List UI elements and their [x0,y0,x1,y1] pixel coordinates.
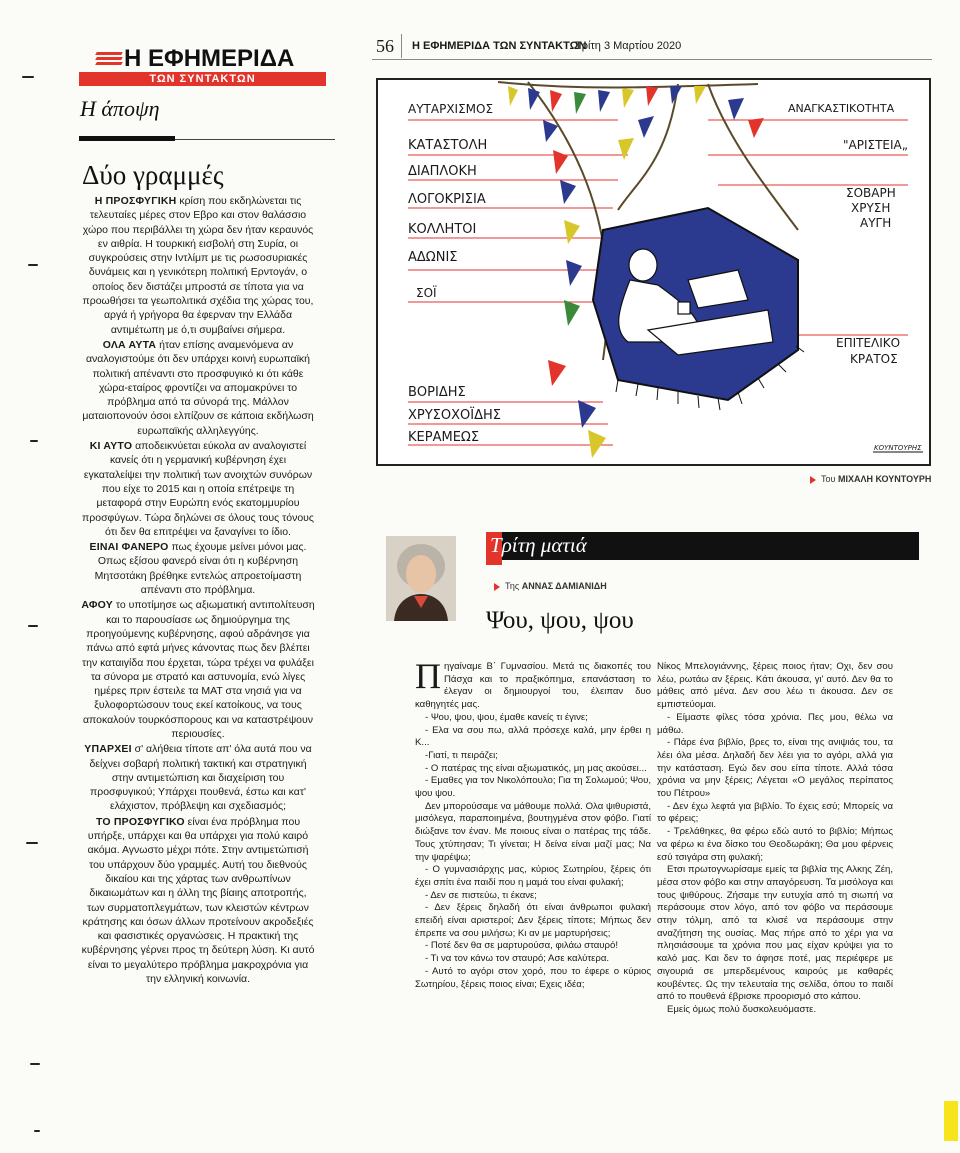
cartoon-label: ΔΙΑΠΛΟΚΗ [408,164,477,179]
cartoon-label: ΚΕΡΑΜΕΩΣ [408,430,480,445]
column-paragraph: Πηγαίναμε Β΄ Γυμνασίου. Μετά τις διακοπές του Πάσχα και το πραξικόπημα, επανάσταση το έλεγαν οι δημιουργοί του, έλειπαν δυο καθηγητές μας. [415,656,651,711]
cartoon-label: ΚΑΤΑΣΤΟΛΗ [408,138,488,153]
cartoon-label: ΑΥΓΗ [860,216,892,230]
column-paragraph: - Πάρε ένα βιβλίο, βρες το, είναι της ανιψιάς του, τα λέει όλα μέσα. Δηλαδή δεν λέει για το αγόρι, αλλά για την κατάσταση. Εγώ δεν σου είπα τίποτε. Αλλά τόσα χρόνια να μην ξέρεις; Λέγεται «Ο μεγάλος περίπατος του Πέτρου» [657,737,893,800]
column-paragraph: - Είμαστε φίλες τόσα χρόνια. Πες μου, θέλω να μάθω. [657,711,893,736]
editorial-paragraph: ΥΠΑΡΧΕΙ σ' αλήθεια τίποτε απ' όλα αυτά που να δείχνει σοβαρή πολιτική τακτική και στρατηγική στην αντιμετώπιση και διαχείριση του προσφυγικού; Υπάρχει πουθενά, έστω και κατ' ελάχιστον, πρόβλεψη και σχεδιασμός; [84,743,312,813]
column-paragraph: -Γιατί, τι πειράζει; [425,749,498,761]
political-cartoon [376,78,931,466]
column-paragraph: - Ο πατέρας της είναι αξιωματικός, μη μας ακούσει... [425,762,647,774]
cartoon-credit: Του ΜΙΧΑΛΗ ΚΟΥΝΤΟΥΡΗ [821,474,932,484]
column-paragraph: - Τι να τον κάνω τον σταυρό; Ασε καλύτερα. [425,953,610,965]
column-paragraph: - Τρελάθηκες, θα φέρω εδώ αυτό το βιβλίο; Μήπως να φέρω κι ένα δίσκο του Θεοδωράκη; Θα μου φέρνεις εσύ τσιγάρα στη φυλακή; [657,826,893,863]
column-paragraph: Εμείς όμως πολύ δυσκολευόμαστε. [667,1003,817,1015]
scan-mark [30,1063,40,1065]
header-rule [372,59,932,60]
column-paragraph: - Αυτό το αγόρι στον χορό, που το έφερε ο κύριος Σωτηρίου, ξέρεις ποιος είναι; Εχεις ιδέα; [415,965,651,990]
column-paragraph: - Ψου, ψου, ψου, έμαθε κανείς τι έγινε; [425,711,588,723]
author-portrait-icon [386,536,456,621]
logo-stripes-icon [96,52,122,68]
cartoon-label: ΧΡΥΣΟΧΟΪΔΗΣ [408,408,501,423]
column-paragraph: - Δεν έχω λεφτά για βιβλίο. Το έχεις εσύ; Μπορείς να το φέρεις; [657,800,893,825]
column-paragraph: Νίκος Μπελογιάννης, ξέρεις ποιος ήταν; Οχι, δεν σου λέω, ρωτάω αν ξέρεις. Κάτι άκουσα, γι' αυτό. Δεν θα το μάθεις από μένα. Δεν σου λέω τι άκουσα. Δεν σε εμπιστεύομαι. [657,661,893,711]
column-text-left [415,656,651,991]
cartoon-label: ΚΟΛΛΗΤΟΙ [408,222,477,237]
author-arrow-icon [494,583,500,591]
credit-arrow-icon [810,476,816,484]
cartoon-label: ΣΟΒΑΡΗ [846,186,896,200]
cartoon-label: ΑΔΩΝΙΣ [408,250,458,265]
scan-mark [34,1130,40,1132]
column-text-right [657,661,893,1017]
editorial-paragraph: ΟΛΑ ΑΥΤΑ ήταν επίσης αναμενόμενα αν αναλογιστούμε ότι δεν υπάρχει κοινή ευρωπαϊκή πολιτική απέναντι στο προσφυγικό κι ότι κάθε χώρα-εταίρος φροντίζει να απομακρύνει το πρόβλημα από τα σύνορά της. Μάλλον ματαιοπονούν όσοι ελπίζουν σε κάποια εκδήλωση ευρωπαϊκής αλληλεγγύης. [82,338,314,437]
cartoon-label: ΛΟΓΟΚΡΙΣΙΑ [408,192,486,207]
scan-mark [30,440,38,442]
cartoon-label: ΑΥΤΑΡΧΙΣΜΟΣ [408,102,494,116]
cartoon-label: ΕΠΙΤΕΛΙΚΟ [836,336,901,350]
editorial-paragraph: Η ΠΡΟΣΦΥΓΙΚΗ κρίση που εκδηλώνεται τις τελευταίες μέρες στον Εβρο και στον θαλάσσιο χώρο που περιβάλλει τη χώρα δεν ήταν κεραυνός εν αιθρία. Η τουρκική εισβολή στη Συρία, οι συγκρούσεις στην Ιντλίμπ με τις ρωσοσυριακές δυνάμεις και η γενικότερη πολιτική Ερντογάν, ο οποίος δεν διστάζει μπροστά σε τίποτα για να προωθήσει τα γεωπολιτικά σχέδια της χώρας του, αργά ή γρήγορα θα έφερναν την Ελλάδα αντιμέτωπη με ό,τι συμβαίνει σήμερα. [82,195,314,336]
page-tab-marker [944,1101,958,1141]
scan-mark [22,76,34,78]
cartoon-label: "ΑΡΙΣΤΕΙΑ„ [843,138,908,152]
column-paragraph: Ετσι πρωτογνωρίσαμε εμείς τα βιβλία της Αλκης Ζέη, μέσα στον φόβο και στην απαγόρευση. Τα μισόλογα και τους ψιθύρους. Ζήσαμε την ευτυχία από τη σιωπή να περάσουμε στον λόγο, από τον φόβο να περάσουμε στην τόλμη, από τα κλισέ να περάσουμε στην αναζήτηση της ουσίας. Μας πήρε από το χέρι για να πλησιάσουμε τα χρόνια που μας είχαν κρύψει για το καλό μας. Και δεν το άφησε ποτέ, μας περιέφερε με σιγουριά σε μπερδεμένους καιρούς με καθαρές κουβέντες. Ως την τελευταία της σελίδα, όπου το παιδί από το πουθενά έβρισκε προορισμό στο κάπου. [657,864,893,1003]
editorial-paragraph: ΚΙ ΑΥΤΟ αποδεικνύεται εύκολα αν αναλογιστεί κανείς ότι η γερμανική κυβέρνηση έχει εγκαταλείψει την πολιτική των ανοιχτών συνόρων που είχε το 2015 και η οποία επέτρεψε τη μεταφορά στην Ευρώπη ενός εκατομμυρίου προσφύγων. Τώρα δηλώνει σε όλους τους τόνους ότι δεν θα επιτρέψει να ξαναγίνει το ίδιο. [82,440,314,538]
page-number: 56 [376,36,394,56]
column-paragraph: - Ποτέ δεν θα σε μαρτυρούσα, φιλάω σταυρό! [425,940,619,952]
column-paragraph: - Δεν σε πιστεύω, τι έκανε; [425,889,537,901]
editorial-body [80,194,316,987]
scan-mark [26,842,38,844]
editorial-headline: Δύο γραμμές [82,160,224,190]
column-paragraph: - Εμαθες για τον Νικολόπουλο; Για τη Σολωμού; Ψου, ψου ψου. [415,775,651,800]
drop-cap: Π [415,656,441,696]
scan-mark [28,264,38,266]
column-author: Της ΑΝΝΑΣ ΔΑΜΙΑΝΙΔΗ [505,581,607,591]
column-title: Ψου, ψου, ψου [486,607,634,634]
editorial-paragraph: ΤΟ ΠΡΟΣΦΥΓΙΚΟ είναι ένα πρόβλημα που υπήρξε, υπάρχει και θα υπάρχει για πολύ καιρό ακόμα. Αγνωστο μέχρι πότε. Στην αντιμετώπισή του υπάρχουν δύο γραμμές. Αυτή του διεθνούς δικαίου και της χάρτας των ανθρωπίνων δικαιωμάτων και η άλλη της βίαιης αποτροπής, των συρματοπλεγμάτων, των κλειστών κέντρων κράτησης και όσων άλλων προτείνουν ακροδεξιές και φασιστικές οργανώσεις. Η πρακτική της κυβέρνησης γέρνει προς τη δεύτερη λύση. Κι αυτό είναι το μεγαλύτερο πρόβλημα μακροχρόνια για την ελληνική κοινωνία. [81,815,315,986]
section-title: Η άποψη [80,96,160,121]
scan-mark [28,625,38,627]
column-kicker: Τρίτη ματιά [490,533,587,557]
section-divider-accent [79,136,175,141]
author-photo [386,536,456,621]
issue-date: Τρίτη 3 Μαρτίου 2020 [575,40,682,52]
cartoon-label: ΚΡΑΤΟΣ [850,352,898,366]
column-paragraph: - Ο γυμνασιάρχης μας, κύριος Σωτηρίου, ξέρεις ότι έχει σπίτι ένα παιδί που η μαμά του είναι φυλακή; [415,864,651,888]
logo-sub: ΤΩΝ ΣΥΝΤΑΚΤΩΝ [79,72,326,86]
editorial-paragraph: ΕΙΝΑΙ ΦΑΝΕΡΟ πως έχουμε μείνει μόνοι μας. Οπως εξίσου φανερό είναι ότι η κυβέρνηση Μητσοτάκη βρέθηκε εντελώς απροετοίμαστη απέναντι στο πρόβλημα. [89,541,307,597]
column-paragraph: - Ελα να σου πω, αλλά πρόσεχε καλά, μην έρθει η Κ... [415,724,651,749]
cartoon-label: ΣΟΪ [416,286,437,300]
header-divider [401,34,402,58]
logo-main: Η ΕΦΗΜΕΡΙΔΑ [124,45,295,72]
editorial-paragraph: ΑΦΟΥ το υποτίμησε ως αξιωματική αντιπολίτευση και το παρουσίασε ως δημιούργημα της προηγούμενης κυβέρνησης, αφού αδράνησε για πάνω από εφτά μήνες κάνοντας πως δεν βλέπει την καταιγίδα που έρχεται, τώρα τρέχει να φυλάξει τα σύνορα με στρατό και αστυνομία, ενώ λίγες ημέρες πριν έστειλε τα ΜΑΤ στα νησιά για να ξυλοφορτώσουν τους εκεί κατοίκους, να τους αποκαλούν τουρκόσπορους και να καταστρέψουν περιουσίες. [81,599,315,740]
column-paragraph: - Δεν ξέρεις δηλαδή ότι είναι άνθρωποι φυλακή επειδή είναι αριστεροί; Δεν ξέρεις τίποτε; Μήπως δεν έπρεπε να σου μιλήσω; Κι αν με μαρτυρήσεις; [415,902,651,939]
cartoon-signature: ΚΟΥΝΤΟΥΡΗΣ [874,444,922,452]
cartoon-label: ΒΟΡΙΔΗΣ [408,385,466,400]
paper-name: Η ΕΦΗΜΕΡΙΔΑ ΤΩΝ ΣΥΝΤΑΚΤΩΝ [412,40,587,52]
cartoon-label: ΑΝΑΓΚΑΣΤΙΚΟΤΗΤΑ [788,102,895,115]
column-paragraph: Δεν μπορούσαμε να μάθουμε πολλά. Ολα ψιθυριστά, μισόλεγα, παραποιημένα, βουτηγμένα στον φόβο. Γιατί διώξανε τον έναν. Με ποιους είναι ο πατέρας της τάδε. Τους χτύπησαν; Τι γίνεται; Η δείνα είναι μαζί μας; Να την ψαρέψω; [415,800,651,863]
cartoon-label: ΧΡΥΣΗ [851,201,891,215]
